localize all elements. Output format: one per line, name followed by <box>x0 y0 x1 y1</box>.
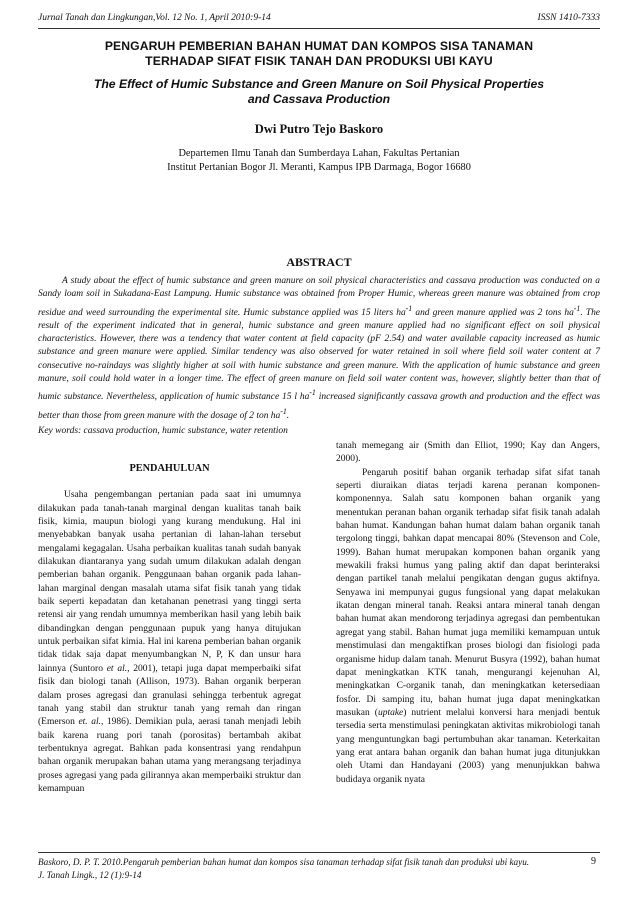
abstract-heading: ABSTRACT <box>286 255 352 269</box>
abstract-part-1: A study about the effect of humic substance and green manure on soil physical characteristics and cassava production was conducted on a Sandy loam soil in Sukadana-East Lampung. Humic substance was obtained from Proper Humic, whereas green manure was obtained from crop residue and weed surrounding the experimental site. Humic substance applied was 15 liters ha <box>38 276 600 318</box>
title-indonesian-line-1: PENGARUH PEMBERIAN BAHAN HUMAT DAN KOMPOS SISA TANAMAN <box>104 39 534 53</box>
abstract-sup-4: -1 <box>280 406 287 416</box>
abstract-sup-3: -1 <box>309 388 316 398</box>
title-block <box>38 39 600 175</box>
footer-citation-line-1: Baskoro, D. P. T. 2010.Pengaruh pemberian bahan humat dan kompos sisa tanaman terhadap sifat fisik tanah dan produksi ubi kayu. <box>38 857 530 867</box>
title-indonesian <box>38 39 600 69</box>
title-english-line-1: The Effect of Humic Substance and Green Manure on Soil Physical Properties <box>93 77 545 91</box>
running-header <box>38 13 600 23</box>
paragraph-continued: tanah memegang air (Smith dan Elliot, 1990; Kay dan Angers, 2000). <box>336 441 600 465</box>
title-english <box>38 77 600 107</box>
author-name: Dwi Putro Tejo Baskoro <box>254 122 384 136</box>
section-heading-pendahuluan: PENDAHULUAN <box>129 463 210 474</box>
issn-label: ISSN 1410-7333 <box>537 13 600 23</box>
footer-citation-line-2: J. Tanah Lingk., 12 (1):9-14 <box>38 869 142 880</box>
title-indonesian-line-2: TERHADAP SIFAT FISIK TANAH DAN PRODUKSI UBI KAYU <box>145 54 493 68</box>
footer-rule <box>38 852 600 853</box>
paragraph-text: , 2001), tetapi juga dapat memperbaiki sifat fisik dan biologi tanah (Allison, 1973). Bahan organik berperan dalam proses agregasi dan granulasi sehingga terbentuk agregat tanah yang stabil dan struktur tanah yang remah dan ringan (Emerson <box>38 663 302 728</box>
abstract-part-3: . The result of the experiment indicated that in general, humic substance and green manure applied had no significant effect on soil physical characteristics. However, there was a tendency that water content at field capacity (pF 2.54) and water available capacity increased as humic substance and green manure were applied. Similar tendency was also observed for water retained in soil where field soil water content at 7 consecutive no-raindays was slightly higher at soil with humic substance and green manure. With the application of humic substance and green manure, soil could hold water in a longer time. The effect of green manure on field soil water content was, however, slightly better than that of humic substance. Nevertheless, application of humic substance 15 l ha <box>38 307 600 403</box>
abstract-part-2: and green manure applied was 2 tons ha <box>412 307 574 318</box>
left-column <box>38 462 301 796</box>
affiliation-line-2: Institut Pertanian Bogor Jl. Meranti, Kampus IPB Darmaga, Bogor 16680 <box>167 162 471 173</box>
abstract-part-4: increased significantly cassava growth and production and the effect was better than those from green manure with the dosage of 2 ton ha <box>38 392 600 421</box>
abstract-part-5: . <box>286 410 290 421</box>
page-number: 9 <box>591 856 596 867</box>
journal-citation-header: Jurnal Tanah dan Lingkungan,Vol. 12 No. 1, April 2010:9-14 <box>38 13 271 23</box>
paragraph-intro-1 <box>38 489 301 796</box>
header-rule <box>38 28 600 29</box>
paragraph-text-italic: uptake <box>377 707 404 718</box>
keywords: Key words: cassava production, humic substance, water retention <box>38 426 288 436</box>
title-english-line-2: and Cassava Production <box>247 92 391 106</box>
paragraph-text-italic: et al. <box>106 663 128 674</box>
paragraph-text-italic: et. al. <box>78 717 101 728</box>
abstract-sup-2: -1 <box>573 303 581 313</box>
abstract-sup-1: -1 <box>405 303 413 313</box>
paragraph-intro-2 <box>336 467 600 787</box>
author-affiliation <box>38 147 600 175</box>
abstract-text <box>38 275 600 423</box>
affiliation-line-1: Departemen Ilmu Tanah dan Sumberdaya Lahan, Fakultas Pertanian <box>178 148 460 159</box>
paragraph-text: Usaha pengembangan pertanian pada saat ini umumnya dilakukan pada tanah-tanah marginal dengan kualitas tanah baik fisik, kimia, maupun biologi yang kurang mendukung. Hal ini menyebabkan banyak usaha pertanian di lahan-lahan tersebut mengalami kegagalan. Usaha perbaikan kualitas tanah sudah banyak dilakukan diantaranya yang sudah umum dilakukan adalah dengan pemberian bahan organik. Penggunaan bahan organik pada lahan-lahan marginal dengan masalah utama sifat fisik tanah yang tidak baik seperti kepadatan dan ketahanan penetrasi yang tinggi serta retensi air yang rendah umumnya memberikan hasil yang lebih baik dibandingkan dengan penggunaan pupuk yang hanya ditujukan untuk perbaikan sifat kimia. Hal ini karena pemberian bahan organik tidak tidak saja dapat menyumbangkan N, P, K dan unsur hara lainnya (Suntoro <box>38 490 301 674</box>
right-column <box>336 440 600 787</box>
paragraph-text: Pengaruh positif bahan organik terhadap sifat sifat tanah seperti diuraikan diatas terjadi karena peranan komponen-komponennya. Salah satu komponen bahan organik yang menentukan peranan bahan organik terhadap sifat fisik tanah adalah bahan humat. Kandungan bahan humat dalam bahan organik tanah tergolong tinggi, bahkan dapat mencapai 80% (Stevenson and Cole, 1999). Bahan humat merupakan komponen bahan organik yang mewakili fraksi humus yang paling aktif dan dapat berinteraksi dengan partikel tanah melalui pengikatan dengan gugus aktifnya. Senyawa ini mempunyai gugus fungsional yang dapat melakukan ikatan dengan mineral tanah. Reaksi antara mineral tanah dengan bahan humat akan mendorong terjadinya agregasi dan pembentukan agregat yang stabil. Bahan humat juga memiliki kemampuan untuk menstimulasi dan mengaktifkan proses biologi dan fisiologi pada organisme hidup dalam tanah. Menurut Busyra (1992), bahan humat dapat meningkatkan KTK tanah, mengurangi kejenuhan Al, meningkatkan C-organik tanah, dan meningkatkan ketersediaan fosfor. Di samping itu, bahan humat juga dapat meningkatkan masukan ( <box>336 467 600 718</box>
paragraph-text: ) nutrient melalui konversi hara menjadi bentuk tersedia serta menstimulasi peningkatan aktivitas mikrobiologi tanah yang menguntungkan bagi pertumbuhan akar tanaman. Keterkaitan yang erat antara bahan organik dan bahan humat juga ditunjukkan oleh Utami dan Handayani (2003) yang menunjukkan bahwa budidaya organik nyata <box>336 707 600 785</box>
paragraph-text: , 1986). Demikian pula, aerasi tanah menjadi lebih baik karena ruang pori tanah (porositas) bertambah akibat terbentuknya agregat. Bahkan pada konsentrasi yang rendahpun bahan organik merupakan bahan utama yang merangsang terjadinya proses agregasi yang pada gilirannya akan memperbaiki struktur dan kemampuan <box>38 717 301 794</box>
footer-citation <box>38 856 600 881</box>
